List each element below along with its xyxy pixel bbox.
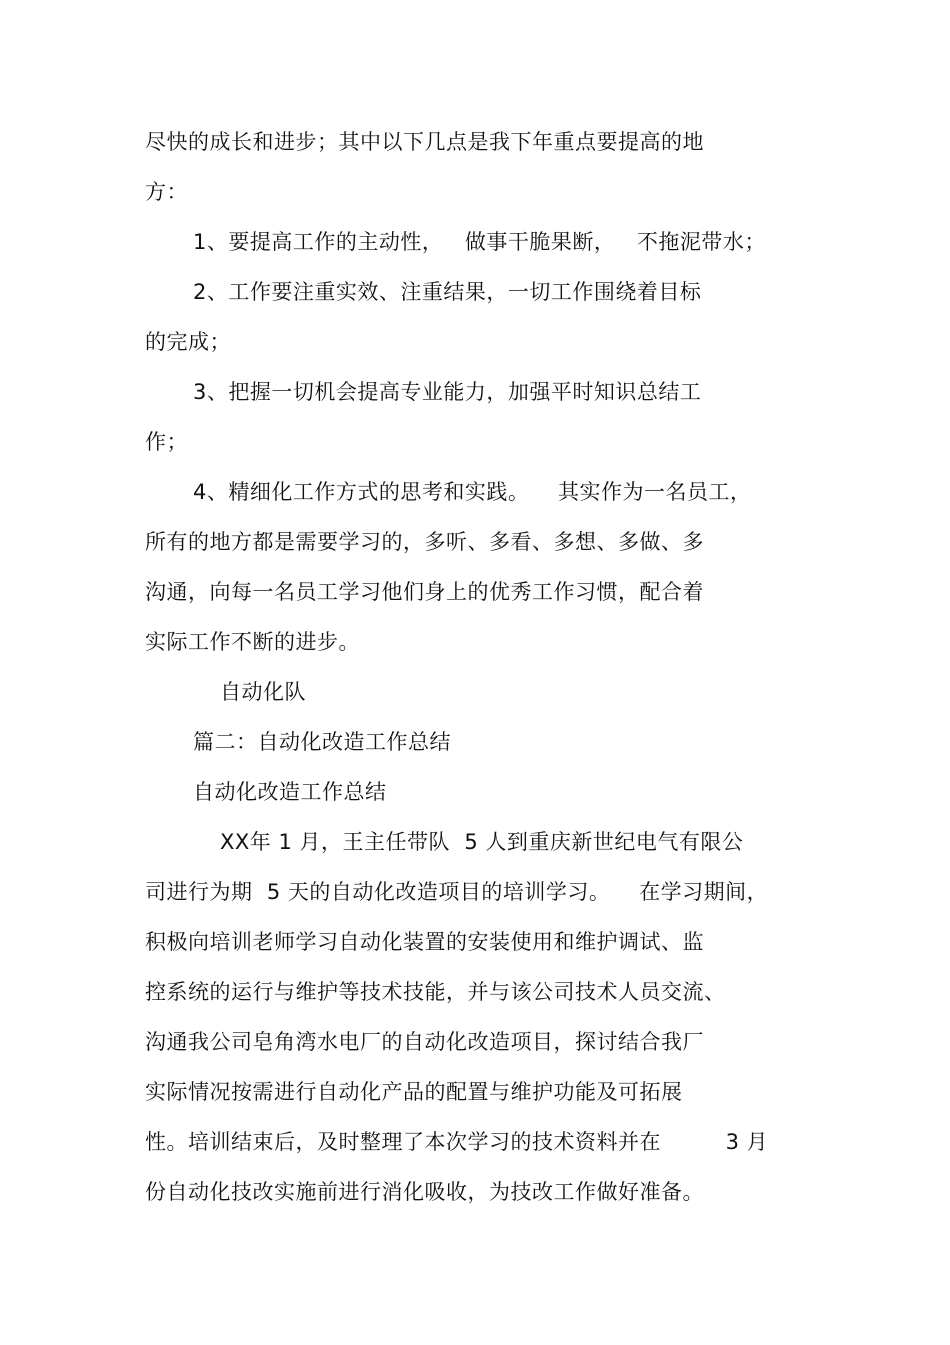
paragraph-line: 实际工作不断的进步。 xyxy=(145,630,360,654)
list-item-1: 1、要提高工作的主动性， 做事干脆果断， 不拖泥带水； xyxy=(193,230,766,254)
paragraph-line: 作； xyxy=(145,430,188,454)
paragraph-line: 方： xyxy=(145,180,188,204)
paragraph-line: 实际情况按需进行自动化产品的配置与维护功能及可拓展 xyxy=(145,1080,683,1104)
paragraph-line: 控系统的运行与维护等技术技能，并与该公司技术人员交流、 xyxy=(145,980,726,1004)
list-item-2: 2、工作要注重实效、注重结果，一切工作围绕着目标 xyxy=(193,280,702,304)
list-item-3: 3、把握一切机会提高专业能力，加强平时知识总结工 xyxy=(193,380,702,404)
paragraph-line: 所有的地方都是需要学习的，多听、多看、多想、多做、多 xyxy=(145,530,704,554)
paragraph-line: 性。培训结束后，及时整理了本次学习的技术资料并在 3 月 xyxy=(145,1130,769,1154)
signature-team: 自动化队 xyxy=(220,680,306,704)
document-title: 自动化改造工作总结 xyxy=(193,780,387,804)
paragraph-line: 沟通我公司皂角湾水电厂的自动化改造项目，探讨结合我厂 xyxy=(145,1030,704,1054)
paragraph-line: 积极向培训老师学习自动化装置的安装使用和维护调试、监 xyxy=(145,930,704,954)
list-item-4: 4、精细化工作方式的思考和实践。 其实作为一名员工， xyxy=(193,480,752,504)
paragraph-line: 沟通，向每一名员工学习他们身上的优秀工作习惯，配合着 xyxy=(145,580,704,604)
paragraph-line: 尽快的成长和进步；其中以下几点是我下年重点要提高的地 xyxy=(145,130,704,154)
paragraph-line: 司进行为期 5 天的自动化改造项目的培训学习。 在学习期间， xyxy=(145,880,769,904)
paragraph-line: 的完成； xyxy=(145,330,231,354)
section-heading: 篇二：自动化改造工作总结 xyxy=(193,730,451,754)
paragraph-line: XX年 1 月，王主任带队 5 人到重庆新世纪电气有限公 xyxy=(220,830,744,854)
paragraph-line: 份自动化技改实施前进行消化吸收，为技改工作做好准备。 xyxy=(145,1180,704,1204)
